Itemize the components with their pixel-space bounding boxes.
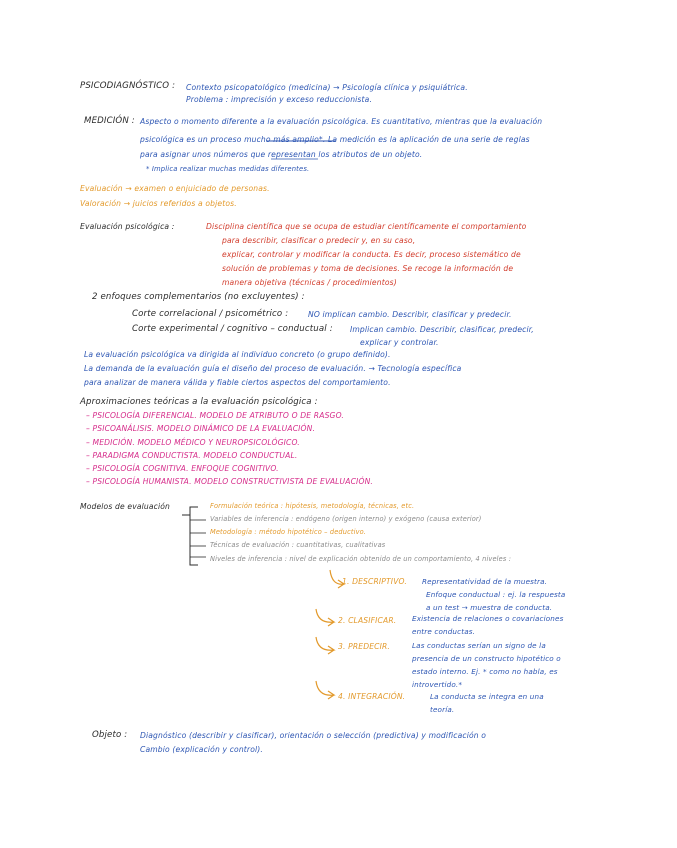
psicodiagnostico-line: Contexto psicopatológico (medicina) → Psicología clínica y psiquiátrica. bbox=[186, 83, 468, 92]
modelos-heading: Modelos de evaluación bbox=[80, 502, 171, 511]
medicion-line: psicológica es un proceso mucho más amplio*. La medición es la aplicación de una serie de reglas bbox=[140, 135, 530, 144]
evaluacion-line: para describir, clasificar o predecir y, en su caso, bbox=[222, 236, 416, 245]
nivel-text: Las conductas serían un signo de la bbox=[412, 641, 546, 650]
evaluacion-line: solución de problemas y toma de decisiones. Se recoge la información de bbox=[222, 264, 514, 273]
aproximacion-item: – PSICOLOGÍA COGNITIVA. ENFOQUE COGNITIVO. bbox=[86, 464, 279, 473]
enfoque-label: Corte correlacional / psicométrico : bbox=[132, 309, 289, 319]
nivel-text: introvertido.* bbox=[412, 680, 463, 689]
modelos-branch: Niveles de inferencia : nivel de explicación obtenido de un comportamiento, 4 niveles : bbox=[210, 555, 512, 563]
blue-block-line: La evaluación psicológica va dirigida al individuo concreto (o grupo definido). bbox=[84, 350, 391, 359]
medicion-note: * Implica realizar muchas medidas diferentes. bbox=[146, 165, 310, 173]
nivel-text: teoría. bbox=[430, 705, 455, 714]
objeto-heading: Objeto : bbox=[92, 730, 128, 740]
nivel-text: estado interno. Ej. * como no habla, es bbox=[412, 667, 558, 676]
nivel-label: 4. INTEGRACIÓN. bbox=[338, 692, 406, 701]
nivel-text: entre conductas. bbox=[412, 627, 476, 636]
medicion-line: para asignar unos números que representan los atributos de un objeto. bbox=[140, 150, 423, 159]
nivel-text: La conducta se integra en una bbox=[430, 692, 544, 701]
nivel-text: Existencia de relaciones o covariaciones bbox=[412, 614, 564, 623]
psicodiagnostico-heading: PSICODIAGNÓSTICO : bbox=[80, 81, 176, 91]
evaluacion-line: Disciplina científica que se ocupa de estudiar científicamente el comportamiento bbox=[206, 222, 527, 231]
nivel-text: Enfoque conductual : ej. la respuesta bbox=[426, 590, 566, 599]
orange-note: Valoración → juicios referidos a objetos. bbox=[80, 199, 237, 208]
aproximacion-item: – PSICOLOGÍA HUMANISTA. MODELO CONSTRUCTIVISTA DE EVALUACIÓN. bbox=[86, 477, 373, 486]
psicodiagnostico-line: Problema : imprecisión y exceso reduccionista. bbox=[186, 95, 373, 104]
enfoque-text: NO implican cambio. Describir, clasificar y predecir. bbox=[308, 310, 512, 319]
enfoque-text: Implican cambio. Describir, clasificar, predecir, bbox=[350, 325, 534, 334]
modelos-branch: Metodología : método hipotético – deductivo. bbox=[210, 528, 367, 536]
enfoque-label: Corte experimental / cognitivo – conductual : bbox=[132, 324, 333, 334]
evaluacion-line: manera objetiva (técnicas / procedimientos) bbox=[222, 278, 397, 287]
evaluacion-heading: Evaluación psicológica : bbox=[80, 222, 175, 231]
blue-block-line: La demanda de la evaluación guía el diseño del proceso de evaluación. → Tecnología específica bbox=[84, 364, 462, 373]
aproximacion-item: – MEDICIÓN. MODELO MÉDICO Y NEUROPSICOLÓGICO. bbox=[86, 438, 300, 447]
nivel-label: 3. PREDECIR. bbox=[338, 642, 390, 651]
objeto-line: Diagnóstico (describir y clasificar), orientación o selección (predictiva) y modificación o bbox=[140, 731, 487, 740]
aproximaciones-heading: Aproximaciones teóricas a la evaluación psicológica : bbox=[80, 397, 318, 407]
modelos-bracket bbox=[182, 507, 198, 565]
medicion-line: Aspecto o momento diferente a la evaluación psicológica. Es cuantitativo, mientras que la evaluación bbox=[140, 117, 543, 126]
nivel-text: Representatividad de la muestra. bbox=[422, 577, 548, 586]
objeto-line: Cambio (explicación y control). bbox=[140, 745, 263, 754]
nivel-label: 1. DESCRIPTIVO. bbox=[342, 577, 407, 586]
aproximacion-item: – PARADIGMA CONDUCTISTA. MODELO CONDUCTUAL. bbox=[86, 451, 298, 460]
nivel-label: 2. CLASIFICAR. bbox=[338, 616, 397, 625]
evaluacion-line: explicar, controlar y modificar la conducta. Es decir, proceso sistemático de bbox=[222, 250, 521, 259]
arrow-icon bbox=[316, 609, 334, 626]
arrow-icon bbox=[316, 681, 334, 699]
medicion-heading: MEDICIÓN : bbox=[84, 116, 135, 126]
nivel-text: a un test → muestra de conducta. bbox=[426, 603, 553, 612]
blue-block-line: para analizar de manera válida y fiable ciertos aspectos del comportamiento. bbox=[84, 378, 391, 387]
modelos-branch: Variables de inferencia : endógeno (origen interno) y exógeno (causa exterior) bbox=[210, 515, 482, 523]
modelos-branch: Formulación teórica : hipótesis, metodología, técnicas, etc. bbox=[210, 502, 415, 510]
enfoques-heading: 2 enfoques complementarios (no excluyentes) : bbox=[92, 292, 305, 302]
enfoque-text: explicar y controlar. bbox=[360, 338, 439, 347]
arrow-icon bbox=[316, 637, 334, 654]
modelos-branch: Técnicas de evaluación : cuantitativas, cualitativas bbox=[210, 541, 386, 549]
aproximacion-item: – PSICOLOGÍA DIFERENCIAL. MODELO DE ATRIBUTO O DE RASGO. bbox=[86, 411, 344, 420]
aproximacion-item: – PSICOANÁLISIS. MODELO DINÁMICO DE LA EVALUACIÓN. bbox=[86, 424, 316, 433]
orange-note: Evaluación → examen o enjuiciado de personas. bbox=[80, 184, 270, 193]
nivel-text: presencia de un constructo hipotético o bbox=[412, 654, 561, 663]
